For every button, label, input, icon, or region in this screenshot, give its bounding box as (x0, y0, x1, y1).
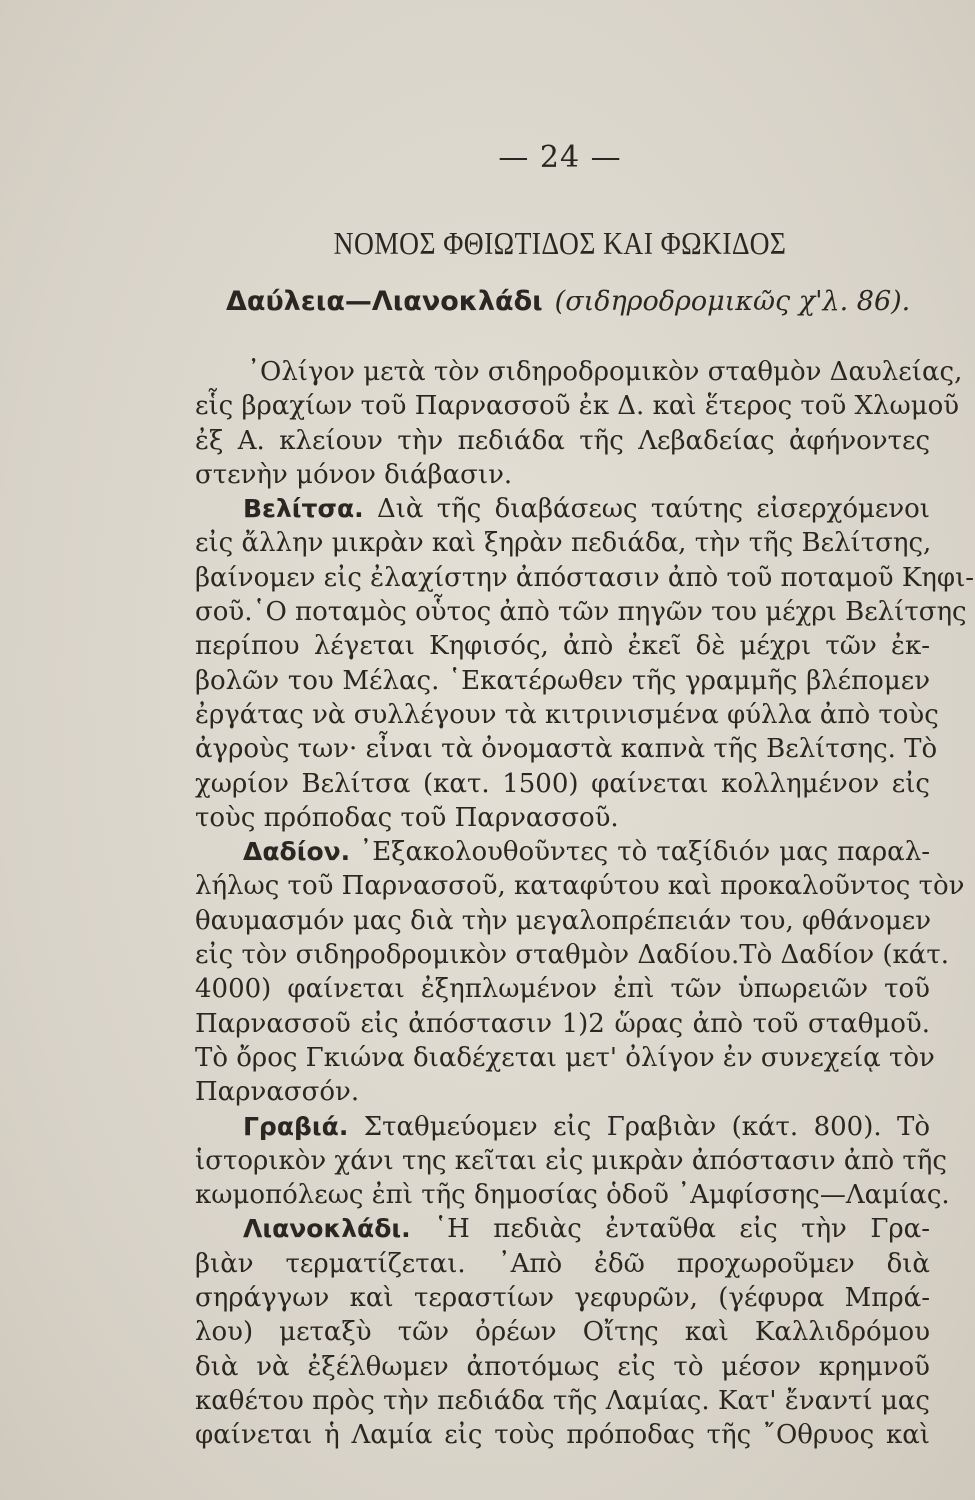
text-line: εἷς βραχίων τοῦ Παρνασσοῦ ἐκ Δ. καὶ ἕτερος τοῦ Χλωμοῦ (195, 391, 960, 422)
text-line: ᾿Ολίγον μετὰ τὸν σιδηροδρομικὸν σταθμὸν Δαυλείας, (247, 357, 963, 387)
text-line: Δαδίον. ᾿Εξακολουθοῦντες τὸ ταξίδιόν μας παραλ- (243, 837, 930, 868)
text-line: τοὺς πρόποδας τοῦ Παρνασσοῦ. (195, 802, 619, 833)
text-line: βολῶν του Μέλας. ῾Εκατέρωθεν τῆς γραμμῆς βλέπομεν (195, 665, 930, 696)
text-line: βιὰν τερματίζεται. ᾿Απὸ ἐδῶ προχωροῦμεν διὰ (195, 1248, 930, 1279)
body-text (195, 355, 975, 1453)
text-line: σηράγγων καὶ τεραστίων γεφυρῶν, (γέφυρα Μπρά- (195, 1283, 930, 1314)
place-heading-gravia: Γραβιά. (243, 1111, 349, 1141)
route-distance-note: (σιδηροδρομικῶς χ'λ. 86). (554, 286, 911, 317)
text-line: καθέτου πρὸς τὴν πεδιάδα τῆς Λαμίας. Κατ' ἔναντί μας (195, 1385, 930, 1416)
route-title: Δαύλεια—Λιανοκλάδι (226, 286, 543, 317)
text-line: Γραβιά. Σταθμεύομεν εἰς Γραβιὰν (κάτ. 800). Τὸ (243, 1111, 930, 1142)
text-line: σοῦ.῾Ο ποταμὸς οὗτος ἀπὸ τῶν πηγῶν του μέχρι Βελίτσης (195, 597, 967, 628)
text-line: εἰς ἄλλην μικρὰν καὶ ξηρὰν πεδιάδα, τὴν τῆς Βελίτσης, (195, 528, 932, 559)
text-line: κωμοπόλεως ἐπὶ τῆς δημοσίας ὁδοῦ ᾿Αμφίσσης—Λαμίας. (195, 1180, 950, 1211)
page-number: — 24 — (498, 140, 622, 175)
text-line: περίπου λέγεται Κηφισός, ἀπὸ ἐκεῖ δὲ μέχρι τῶν ἐκ- (195, 631, 930, 662)
text-line: λήλως τοῦ Παρνασσοῦ, καταφύτου καὶ προκαλοῦντος τὸν (195, 871, 965, 902)
text-line: Λιανοκλάδι. ῾Η πεδιὰς ἐνταῦθα εἰς τὴν Γρα- (243, 1214, 930, 1245)
text-line: θαυμασμόν μας διὰ τὴν μεγαλοπρέπειάν του, φθάνομεν (195, 905, 932, 936)
text-line: Παρνασσόν. (195, 1077, 360, 1108)
text-line: 4000) φαίνεται ἐξηπλωμένον ἐπὶ τῶν ὑπωρειῶν τοῦ (195, 974, 930, 1005)
text-line: Παρνασσοῦ εἰς ἀπόστασιν 1)2 ὥρας ἀπὸ τοῦ σταθμοῦ. (195, 1008, 930, 1039)
text-line: ἀγροὺς των· εἶναι τὰ ὀνομαστὰ καπνὰ τῆς Βελίτσης. Τὸ (195, 734, 938, 765)
text-line: ἐργάτας νὰ συλλέγουν τὰ κιτρινισμένα φύλλα ἀπὸ τοὺς (195, 699, 939, 730)
text-line: Τὸ ὄρος Γκιώνα διαδέχεται μετ' ὀλίγον ἐν συνεχείᾳ τὸν (195, 1042, 935, 1073)
place-heading-dadion: Δαδίον. (243, 837, 351, 867)
text-line: λου) μεταξὺ τῶν ὀρέων Οἴτης καὶ Καλλιδρόμου (195, 1317, 930, 1348)
place-heading-lianokladi: Λιανοκλάδι. (243, 1214, 411, 1244)
text-line: φαίνεται ἡ Λαμία εἰς τοὺς πρόποδας τῆς ῎Οθρυος καὶ (195, 1420, 930, 1451)
place-heading-velitsa: Βελίτσα. (243, 494, 364, 524)
text-line: εἰς τὸν σιδηροδρομικὸν σταθμὸν Δαδίου.Τὸ Δαδίον (κάτ. (195, 940, 949, 971)
text-line: ἐξ Α. κλείουν τὴν πεδιάδα τῆς Λεβαδείας ἀφήνοντες (195, 425, 930, 456)
text-line: διὰ νὰ ἐξέλθωμεν ἀποτόμως εἰς τὸ μέσον κρημνοῦ (195, 1351, 930, 1382)
text-line: στενὴν μόνον διάβασιν. (195, 459, 513, 490)
section-title: ΝΟΜΟΣ ΦΘΙΩΤΙΔΟΣ ΚΑΙ ΦΩΚΙΔΟΣ (333, 225, 787, 261)
text-line: βαίνομεν εἰς ἐλαχίστην ἀπόστασιν ἀπὸ τοῦ ποταμοῦ Κηφι- (195, 562, 975, 593)
route-heading (226, 286, 910, 317)
text-line: Βελίτσα. Διὰ τῆς διαβάσεως ταύτης εἰσερχόμενοι (243, 494, 930, 525)
text-line: χωρίον Βελίτσα (κατ. 1500) φαίνεται κολλημένον εἰς (195, 768, 930, 799)
text-line: ἱστορικὸν χάνι της κεῖται εἰς μικρὰν ἀπόστασιν ἀπὸ τῆς (195, 1145, 947, 1176)
